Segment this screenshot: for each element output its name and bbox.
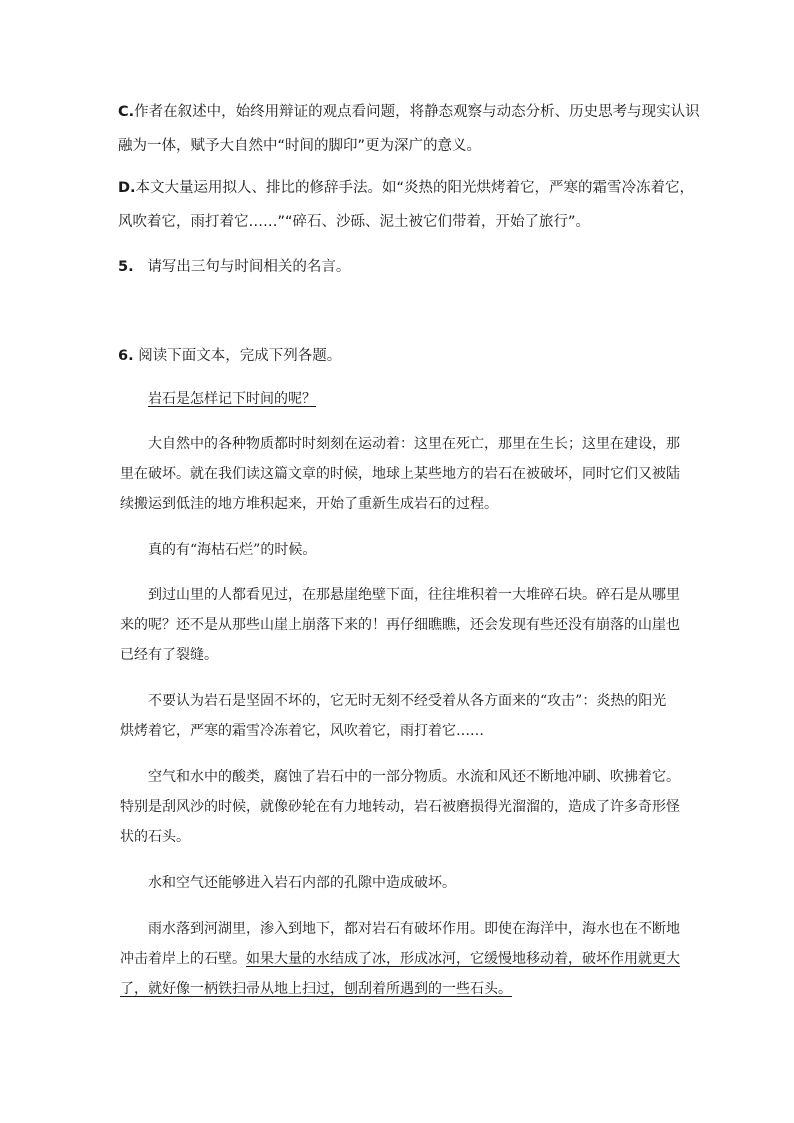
passage-p2: 真的有“海枯石烂”的时候。 — [148, 542, 317, 558]
passage-p5-line-2: 特别是刮风沙的时候，就像砂轮在有力地转动，岩石被磨损得光溜溜的，造成了许多奇形怪 — [120, 799, 680, 815]
passage-p7-line-1: 雨水落到河湖里，渗入到地下，都对岩石有破坏作用。即使在海洋中，海水也在不断地 — [148, 921, 680, 937]
passage-p6: 水和空气还能够进入岩石内部的孔隙中造成破坏。 — [148, 875, 456, 891]
passage-p5-line-1: 空气和水中的酸类，腐蚀了岩石中的一部分物质。水流和风还不断地冲刷、吹拂着它。 — [148, 769, 680, 785]
passage-p7-plain: 冲击着岸上的石壁。 — [120, 951, 246, 967]
passage-p1-line-3: 续搬运到低洼的地方堆积起来，开始了重新生成岩石的过程。 — [120, 496, 498, 512]
question-6-text: 阅读下面文本，完成下列各题。 — [138, 348, 342, 364]
option-c-line-1 — [118, 100, 700, 121]
question-5-number: 5. — [118, 259, 134, 275]
passage-p3-line-3: 已经有了裂缝。 — [120, 647, 218, 663]
passage-p1-line-2: 里在破坏。就在我们读这篇文章的时候，地球上某些地方的岩石在被破坏，同时它们又被陆 — [120, 466, 680, 482]
question-5-text: 请写出三句与时间相关的名言。 — [147, 259, 351, 275]
option-c-text-1: 作者在叙述中，始终用辩证的观点看问题，将静态观察与动态分析、历史思考与现实认识 — [134, 104, 700, 120]
passage-title: 岩石是怎样记下时间的呢？ — [148, 391, 316, 407]
question-6-number: 6. — [118, 348, 134, 364]
option-d-label: D. — [118, 180, 136, 196]
option-d-line-1 — [118, 176, 694, 197]
passage-p4-line-1: 不要认为岩石是坚固不坏的，它无时无刻不经受着从各方面来的“攻击”：炎热的阳光 — [148, 693, 667, 709]
passage-p1-line-1: 大自然中的各种物质都时时刻刻在运动着：这里在死亡，那里在生长；这里在建设，那 — [148, 436, 680, 452]
passage-p5-line-3: 状的石头。 — [120, 829, 190, 845]
passage-p3-line-2: 来的呢？还不是从那些山崖上崩落下来的！再仔细瞧瞧，还会发现有些还没有崩落的山崖也 — [120, 617, 680, 633]
option-d-line-2: 风吹着它，雨打着它……”“碎石、沙砾、泥土被它们带着，开始了旅行”。 — [118, 214, 591, 230]
passage-p7-underlined-1: 如果大量的水结成了冰，形成冰河，它缓慢地移动着，破坏作用就更大 — [246, 951, 680, 967]
option-c-label: C. — [118, 104, 135, 120]
option-d-text-1: 本文大量运用拟人、排比的修辞手法。如“炎热的阳光烘烤着它，严寒的霜雪冷冻着它， — [135, 180, 695, 196]
passage-p7-line-2 — [120, 948, 680, 968]
passage-p3-line-1: 到过山里的人都看见过，在那悬崖绝壁下面，往往堆积着一大堆碎石块。碎石是从哪里 — [148, 587, 680, 603]
option-c-line-2: 融为一体，赋予大自然中“时间的脚印”更为深广的意义。 — [118, 138, 482, 154]
passage-p7-underlined-2: 了，就好像一柄铁扫帚从地上扫过，刨刮着所遇到的一些石头。 — [120, 981, 512, 997]
passage-p4-line-2: 烘烤着它，严寒的霜雪冷冻着它，风吹着它，雨打着它…… — [120, 723, 484, 739]
